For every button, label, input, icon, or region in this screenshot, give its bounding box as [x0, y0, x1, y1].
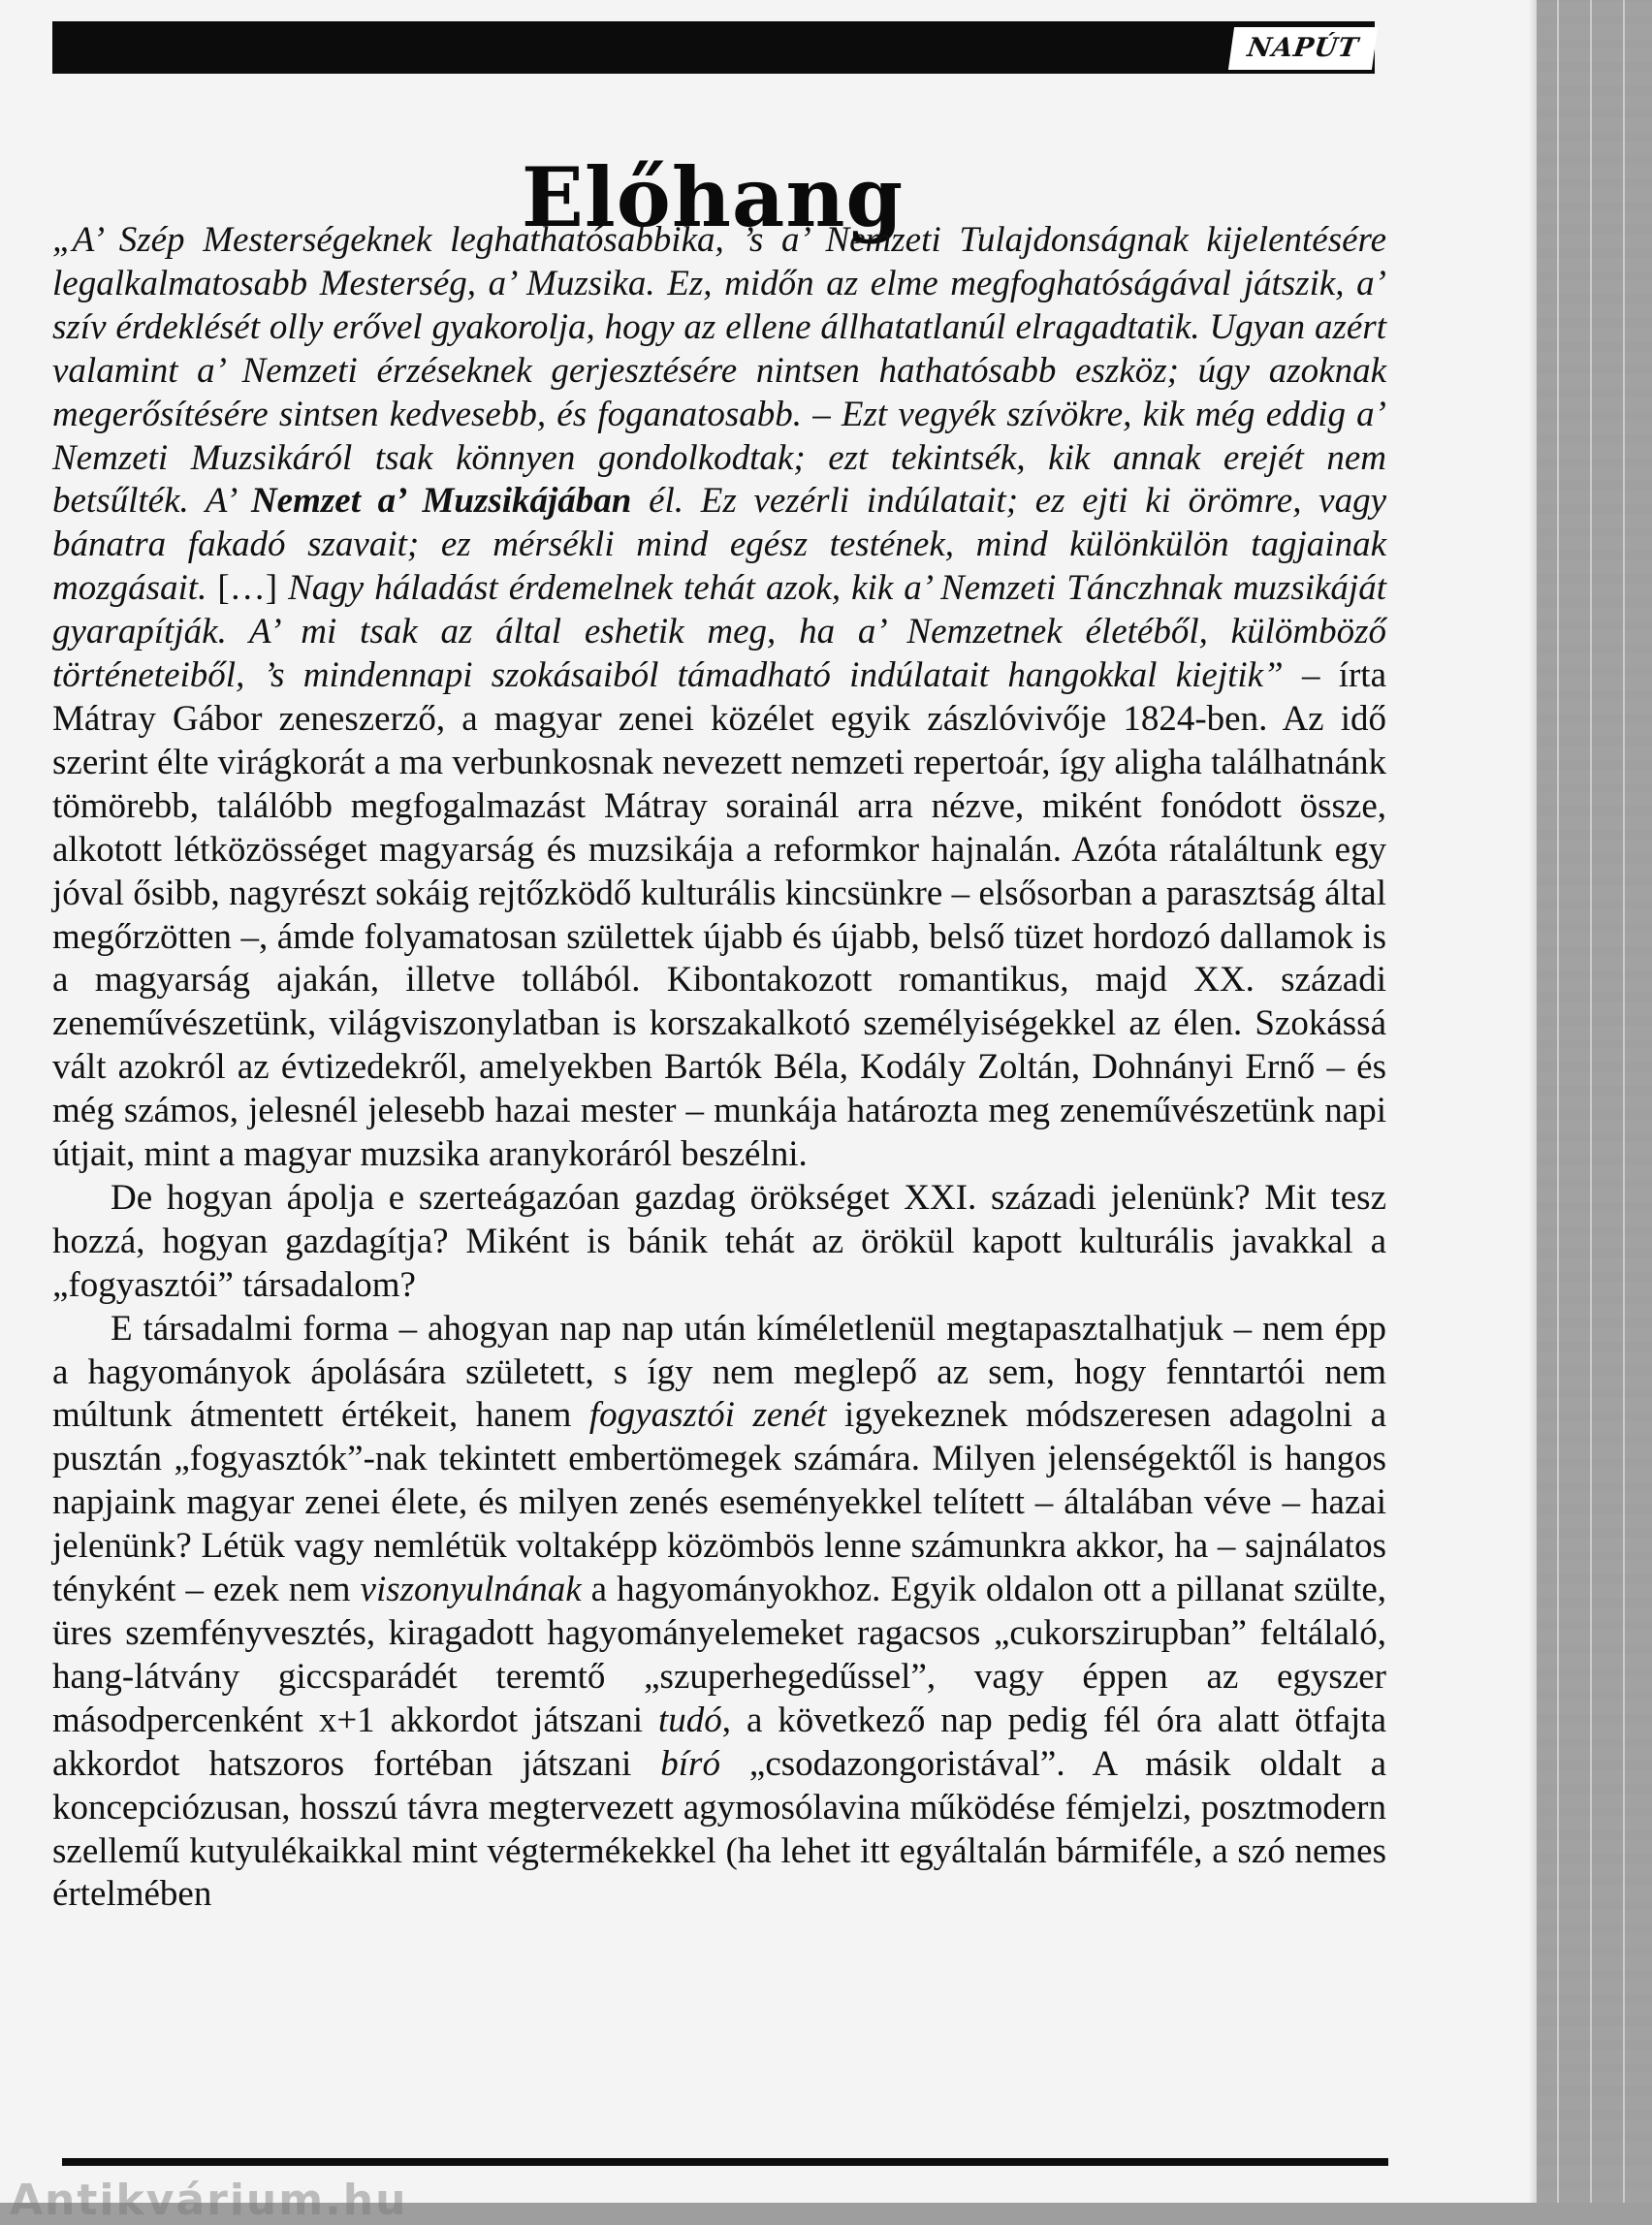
p3-text-2: igyekeznek módszeresen adagolni a pusztán „fogyasztók”-nak tekintett embertömegek számára. Milyen jelenségektől is hangos napjaink magyar zenei élete, és milyen zenés eseményekkel telített – általában véve – hazai jelenünk? Létük vagy nemlétük voltaképp közömbös lenne számunkra akkor, ha – sajnálatos tényként – ezek nem — [52, 1395, 1386, 1610]
p3-text-4: , a következő nap pedig fél óra alatt ötfajta akkordot hatszoros fortéban játszani — [52, 1700, 1386, 1784]
p3-text-1: E társadalmi forma – ahogyan nap nap után kíméletlenül megtapasztalhatjuk – nem épp a hagyományok ápolására született, s így nem meglepő az sem, hogy fenntartói nem múltunk átmentett értékeit, hanem — [52, 1308, 1386, 1436]
journal-logo: NAPÚT — [1228, 27, 1378, 70]
article-body — [52, 219, 1386, 1917]
bottom-rule — [62, 2158, 1388, 2166]
quote-part-2: él. Ez vezérli indúlatait; ez ejti ki örömre, vagy bánatra fakadó szavait; ez mérsékli mind egész testének, mind különkülön tagjainak mozgásait. — [52, 481, 1386, 609]
p3-text-5: „csodazongoristával”. A másik oldalt a koncepciózusan, hosszú távra megtervezett agymosólavina működése fémjelzi, posztmodern szellemű kutyulékaikkal mint végtermékekkel (ha lehet itt egyáltalán bármiféle, a szó nemes értelmében — [52, 1743, 1386, 1915]
paragraph-1 — [52, 219, 1386, 1177]
p3-italic-3: tudó — [658, 1700, 722, 1740]
p3-italic-2: viszonyulnának — [360, 1570, 582, 1610]
quote-ellipsis: […] — [206, 568, 289, 609]
paragraph-3 — [52, 1308, 1386, 1918]
page-title: Előhang — [521, 149, 905, 246]
p3-italic-4: bíró — [660, 1743, 720, 1784]
watermark: Antikvárium.hu — [10, 2176, 408, 2225]
header-bar — [52, 21, 1375, 74]
paragraph-2: De hogyan ápolja e szerteágazóan gazdag örökséget XXI. századi jelenünk? Mit tesz hozzá, hogyan gazdagítja? Miként is bánik tehát az örökül kapott kulturális javakkal a „fogyasztói” társadalom? — [52, 1177, 1386, 1305]
quote-part-1: „A’ Szép Mesterségeknek leghathatósabbika, ’s a’ Nemzeti Tulajdonságnak kijelentésére legalkalmatosabb Mesterség, a’ Muzsika. Ez, midőn az elme megfoghatóságával játszik, a’ szív érdeklését olly erővel gyakorolja, hogy az ellene állhatatlanúl elragadtatik. Ugyan azért valamint a’ Nemzeti érzéseknek gerjesztésére nintsen hathatósabb eszköz; úgy azoknak megerősítésére sintsen kedvesebb, és foganatosabb. – Ezt vegyék szívökre, kik még eddig a’ Nemzeti Muzsikáról tsak könnyen gondolkodtak; ezt tekintsék, kik annak erejét nem betsűlték. A’ — [52, 220, 1386, 522]
p3-text-3: a hagyományokhoz. Egyik oldalon ott a pillanat szülte, üres szemfényvesztés, kiragadott hagyományelemeket ragacsos „cukorszirupban” feltálaló, hang-látvány giccsparádét teremtő „szuperhegedűssel”, vagy éppen az egyszer másodpercenként x+1 akkordot játszani — [52, 1570, 1386, 1740]
paragraph-1-rest: – írta Mátray Gábor zeneszerző, a magyar zenei közélet egyik zászlóvivője 1824-ben. Az idő szerint élte virágkorát a ma verbunkosnak nevezett nemzeti repertoár, így aligha találhatnánk tömörebb, találóbb megfogalmazást Mátray sorainál arra nézve, miként fonódott össze, alkotott létközösséget magyarság és muzsikája a reformkor hajnalán. Azóta rátaláltunk egy jóval ősibb, nagyrészt sokáig rejtőzködő kulturális kincsünkre – elsősorban a parasztság által megőrzötten –, ámde folyamatosan születtek újabb és újabb, belső tüzet hordozó dallamok is a magyarság ajakán, illetve tollából. Kibontakozott romantikus, majd XX. századi zeneművészetünk, világviszonylatban is korszakalkotó személyiségekkel az élen. Szokássá vált azokról az évtizedekről, amelyekben Bartók Béla, Kodály Zoltán, Dohnányi Ernő – és még számos, jelesnél jelesebb hazai mester – munkája határozta meg zeneművészetünk napi útjait, mint a magyar muzsika aranykoráról beszélni. — [52, 655, 1386, 1175]
quote-bold-phrase: Nemzet a’ Muzsikájában — [250, 481, 632, 522]
p3-italic-1: fogyasztói zenét — [588, 1395, 827, 1436]
quote-part-3: Nagy háladást érdemelnek tehát azok, kik a’ Nemzeti Tánczhnak muzsikáját gyarapítják. A’ mi tsak az által eshetik meg, ha a’ Nemzetnek életéből, külömböző történeteiből, ’s mindennapi szokásaiból támadható indúlatait hangokkal kiejtik” — [52, 568, 1386, 696]
